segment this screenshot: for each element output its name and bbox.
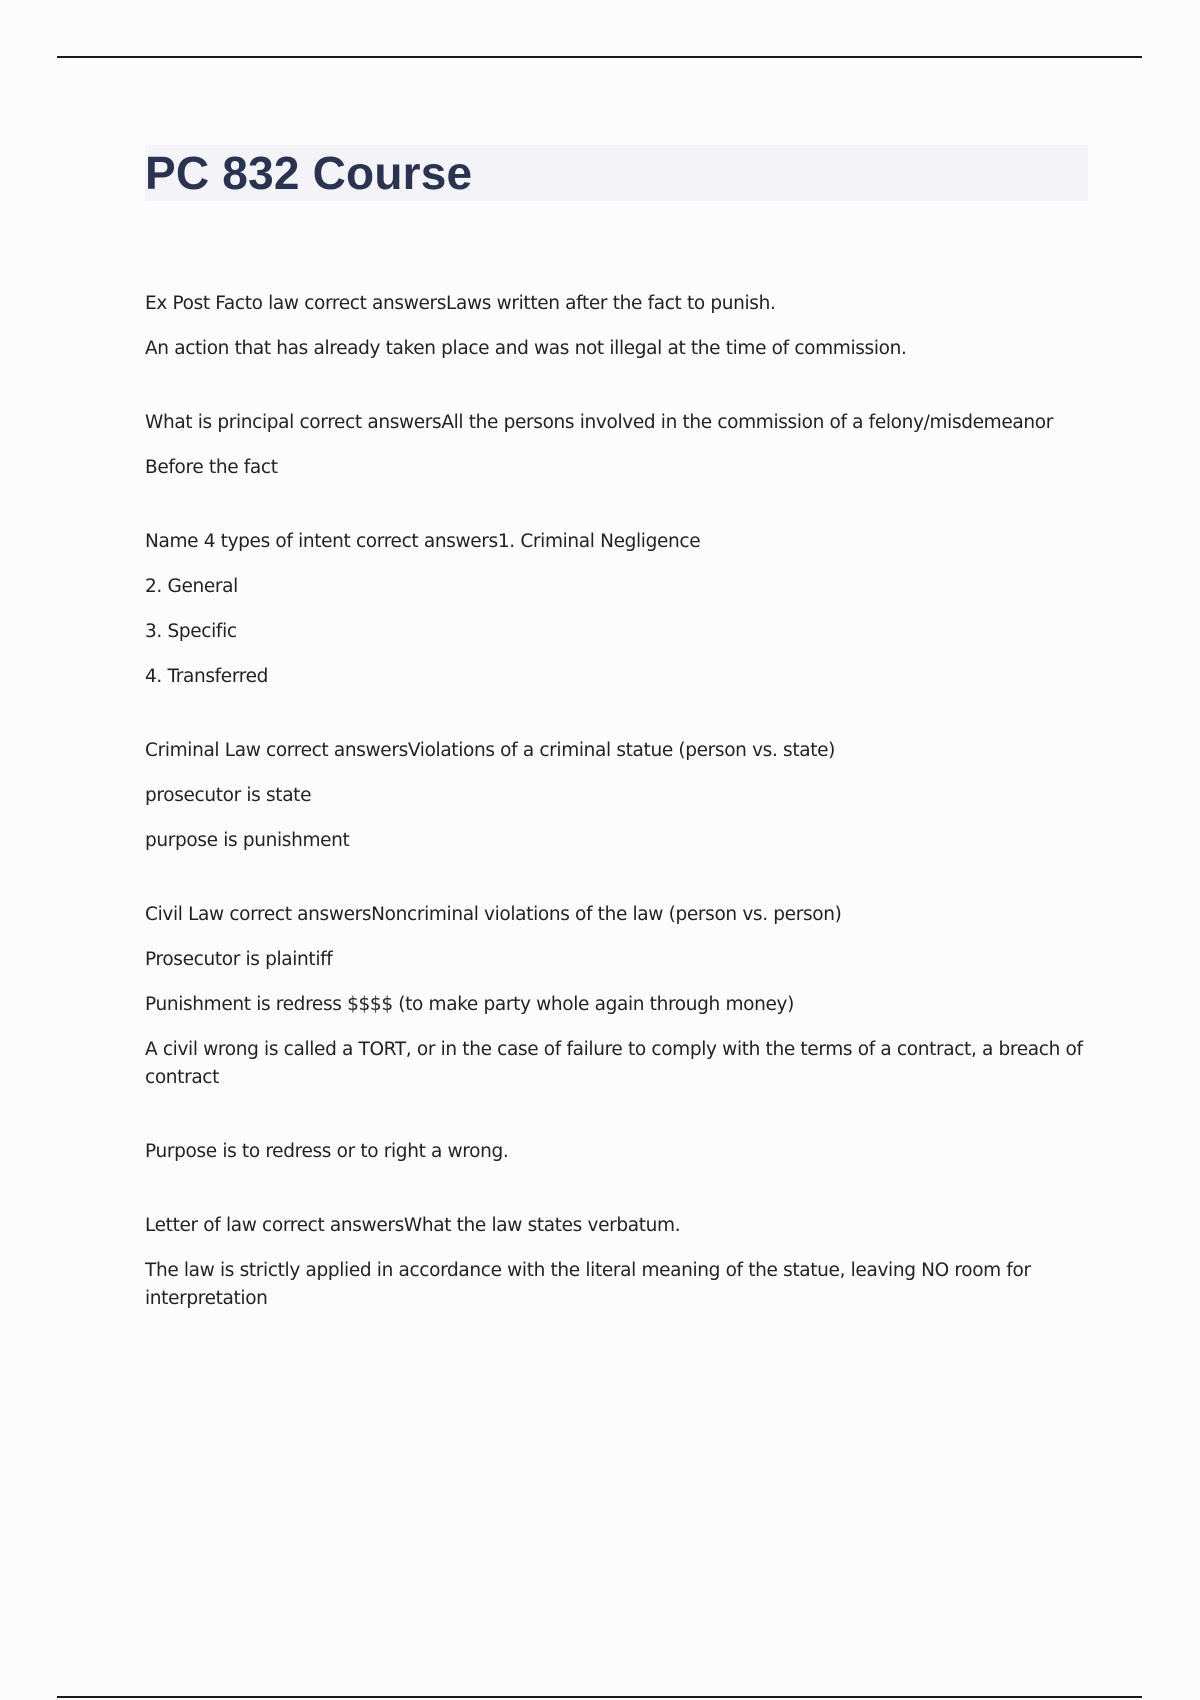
text-line: What is principal correct answersAll the persons involved in the commission of a felony/misdemeanor — [145, 412, 1053, 433]
qa-block-ex-post-facto — [145, 290, 1090, 363]
text-line: prosecutor is state — [145, 785, 312, 806]
text-line: The law is strictly applied in accordance with the literal meaning of the statue, leaving NO room for interpretation — [145, 1260, 1031, 1309]
text-line: Punishment is redress $$$$ (to make party whole again through money) — [145, 994, 794, 1015]
text-line: An action that has already taken place and was not illegal at the time of commission. — [145, 338, 907, 359]
text-line: Civil Law correct answersNoncriminal violations of the law (person vs. person) — [145, 904, 842, 925]
qa-block-letter-of-law — [145, 1212, 1090, 1313]
text-line: purpose is punishment — [145, 830, 350, 851]
qa-block-civil-law — [145, 901, 1090, 1092]
text-line: Name 4 types of intent correct answers1. Criminal Negligence — [145, 531, 701, 552]
bottom-rule — [57, 1696, 1142, 1698]
text-block-civil-purpose — [145, 1138, 1090, 1166]
qa-block-intent-types — [145, 528, 1090, 691]
text-line: 2. General — [145, 576, 238, 597]
text-line: 4. Transferred — [145, 666, 269, 687]
text-line: Purpose is to redress or to right a wrong. — [145, 1141, 509, 1162]
text-line: Letter of law correct answersWhat the law states verbatum. — [145, 1215, 681, 1236]
text-line: Before the fact — [145, 457, 278, 478]
document-body — [145, 290, 1090, 1359]
text-line: A civil wrong is called a TORT, or in the case of failure to comply with the terms of a contract, a breach of contract — [145, 1039, 1083, 1088]
text-line: Prosecutor is plaintiff — [145, 949, 333, 970]
qa-block-criminal-law — [145, 737, 1090, 855]
text-line: Ex Post Facto law correct answersLaws written after the fact to punish. — [145, 293, 776, 314]
text-line: 3. Specific — [145, 621, 237, 642]
top-rule — [57, 56, 1142, 58]
qa-block-principal — [145, 409, 1090, 482]
document-title: PC 832 Course — [145, 147, 473, 199]
text-line: Criminal Law correct answersViolations of a criminal statue (person vs. state) — [145, 740, 836, 761]
